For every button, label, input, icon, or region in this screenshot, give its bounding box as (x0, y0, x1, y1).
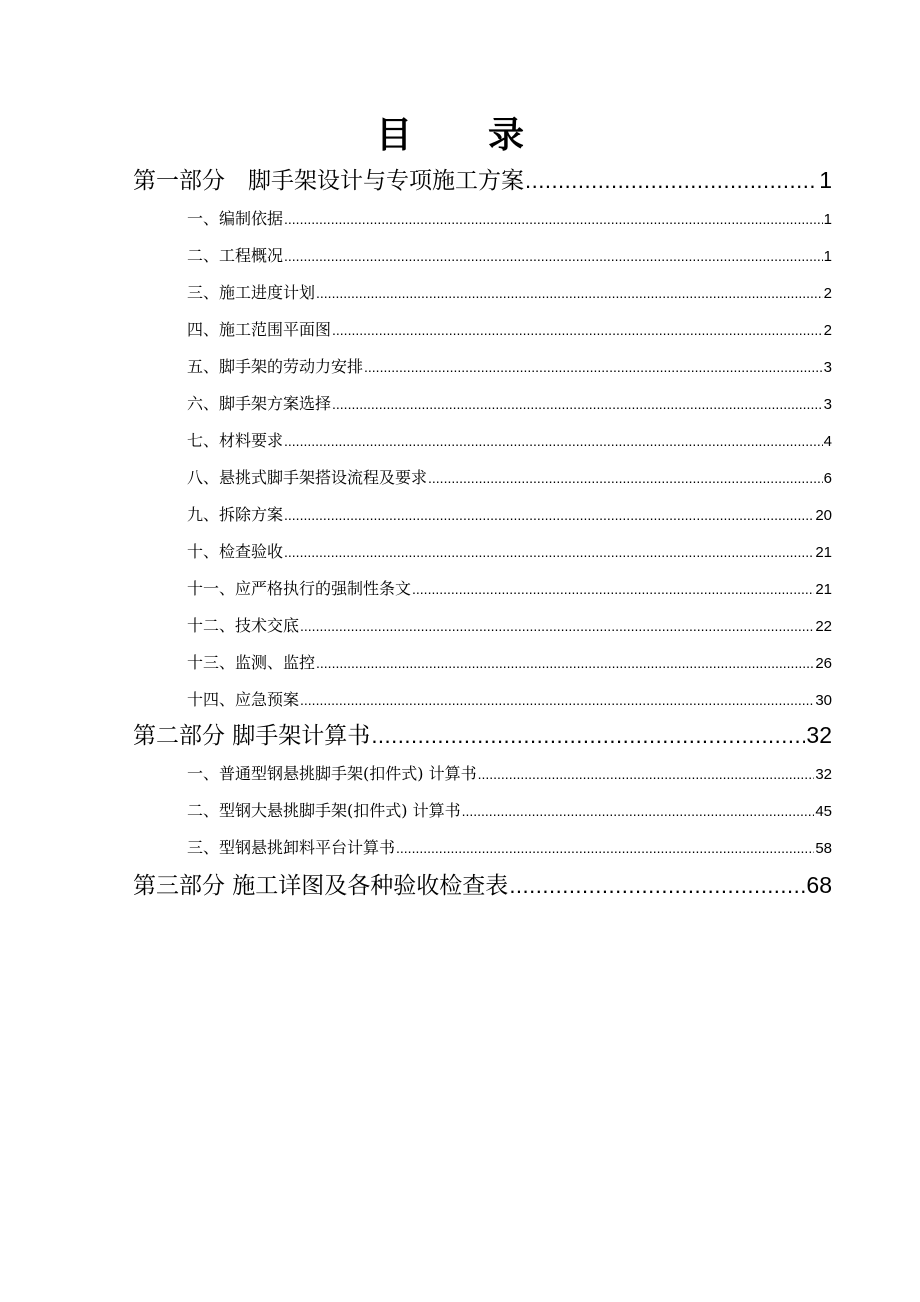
toc-section[interactable] (187, 800, 832, 823)
toc-section-label: 六、脚手架方案选择 (187, 394, 332, 413)
toc-title: 目 录 (375, 114, 544, 156)
toc-section-label: 八、悬挑式脚手架搭设流程及要求 (187, 468, 428, 487)
toc-part-1[interactable] (133, 165, 832, 196)
toc-page-number: 20 (815, 507, 832, 524)
dot-leader (284, 245, 823, 267)
toc-page-number: 3 (823, 359, 832, 376)
toc-section[interactable] (187, 319, 832, 342)
toc-section-label: 五、脚手架的劳动力安排 (187, 357, 364, 376)
dot-leader (412, 578, 814, 600)
dot-leader (478, 763, 815, 785)
toc-section-label: 十四、应急预案 (187, 690, 300, 709)
toc-section[interactable] (187, 208, 832, 231)
toc-section[interactable] (187, 763, 832, 786)
toc-section[interactable] (187, 430, 832, 453)
toc-section[interactable] (187, 245, 832, 268)
toc-section[interactable] (187, 652, 832, 675)
dot-leader (396, 837, 814, 859)
dot-leader (428, 467, 823, 489)
toc-section-label: 九、拆除方案 (187, 505, 284, 524)
dot-leader (332, 393, 823, 415)
toc-page-number: 3 (823, 396, 832, 413)
dot-leader (364, 356, 823, 378)
toc-section[interactable] (187, 615, 832, 638)
toc-page-number: 30 (815, 692, 832, 709)
toc-page-number: 1 (823, 211, 832, 228)
dot-leader (284, 541, 814, 563)
dot-leader (525, 166, 818, 196)
toc-page-number: 32 (806, 722, 832, 748)
toc-part-2[interactable] (133, 720, 832, 751)
toc-section-label: 一、编制依据 (187, 209, 284, 228)
toc-section[interactable] (187, 282, 832, 305)
toc-section[interactable] (187, 356, 832, 379)
toc-section[interactable] (187, 393, 832, 416)
toc-section[interactable] (187, 837, 832, 860)
toc-section-label: 二、型钢大悬挑脚手架(扣件式) 计算书 (187, 801, 461, 820)
toc-section[interactable] (187, 689, 832, 712)
toc-section-label: 一、普通型钢悬挑脚手架(扣件式) 计算书 (187, 764, 477, 783)
dot-leader (509, 871, 805, 901)
toc-section[interactable] (187, 467, 832, 490)
toc-section-label: 十三、监测、监控 (187, 653, 316, 672)
dot-leader (316, 282, 823, 304)
dot-leader (284, 430, 823, 452)
toc-part-label: 第三部分 施工详图及各种验收检查表 (133, 873, 509, 899)
toc-page-number: 21 (815, 544, 832, 561)
dot-leader (332, 319, 823, 341)
dot-leader (300, 615, 814, 637)
toc-page-number: 26 (815, 655, 832, 672)
toc-section[interactable] (187, 541, 832, 564)
toc-section-label: 七、材料要求 (187, 431, 284, 450)
toc-page-number: 58 (815, 840, 832, 857)
dot-leader (300, 689, 814, 711)
toc-page-number: 4 (823, 433, 832, 450)
dot-leader (371, 721, 805, 751)
toc-part-label: 第二部分 脚手架计算书 (133, 723, 371, 749)
toc-part-label: 第一部分 脚手架设计与专项施工方案 (133, 168, 524, 194)
toc-section-label: 三、型钢悬挑卸料平台计算书 (187, 838, 396, 857)
toc-page-number: 6 (823, 470, 832, 487)
toc-section-label: 十一、应严格执行的强制性条文 (187, 579, 412, 598)
toc-part-3[interactable] (133, 870, 832, 901)
toc-page-number: 68 (806, 872, 832, 898)
dot-leader (284, 208, 823, 230)
toc-page-number: 21 (815, 581, 832, 598)
toc-page-number: 2 (823, 285, 832, 302)
toc-page-number: 32 (815, 766, 832, 783)
toc-section-label: 十二、技术交底 (187, 616, 300, 635)
toc-page-number: 1 (823, 248, 832, 265)
toc-page-number: 22 (815, 618, 832, 635)
dot-leader (316, 652, 814, 674)
toc-page-number: 1 (819, 167, 832, 193)
toc-page-number: 45 (815, 803, 832, 820)
dot-leader (284, 504, 814, 526)
toc-section[interactable] (187, 504, 832, 527)
dot-leader (462, 800, 815, 822)
toc-section-label: 二、工程概况 (187, 246, 284, 265)
toc-page-number: 2 (823, 322, 832, 339)
toc-section-label: 十、检查验收 (187, 542, 284, 561)
toc-section-label: 三、施工进度计划 (187, 283, 316, 302)
toc-section-label: 四、施工范围平面图 (187, 320, 332, 339)
toc-section[interactable] (187, 578, 832, 601)
